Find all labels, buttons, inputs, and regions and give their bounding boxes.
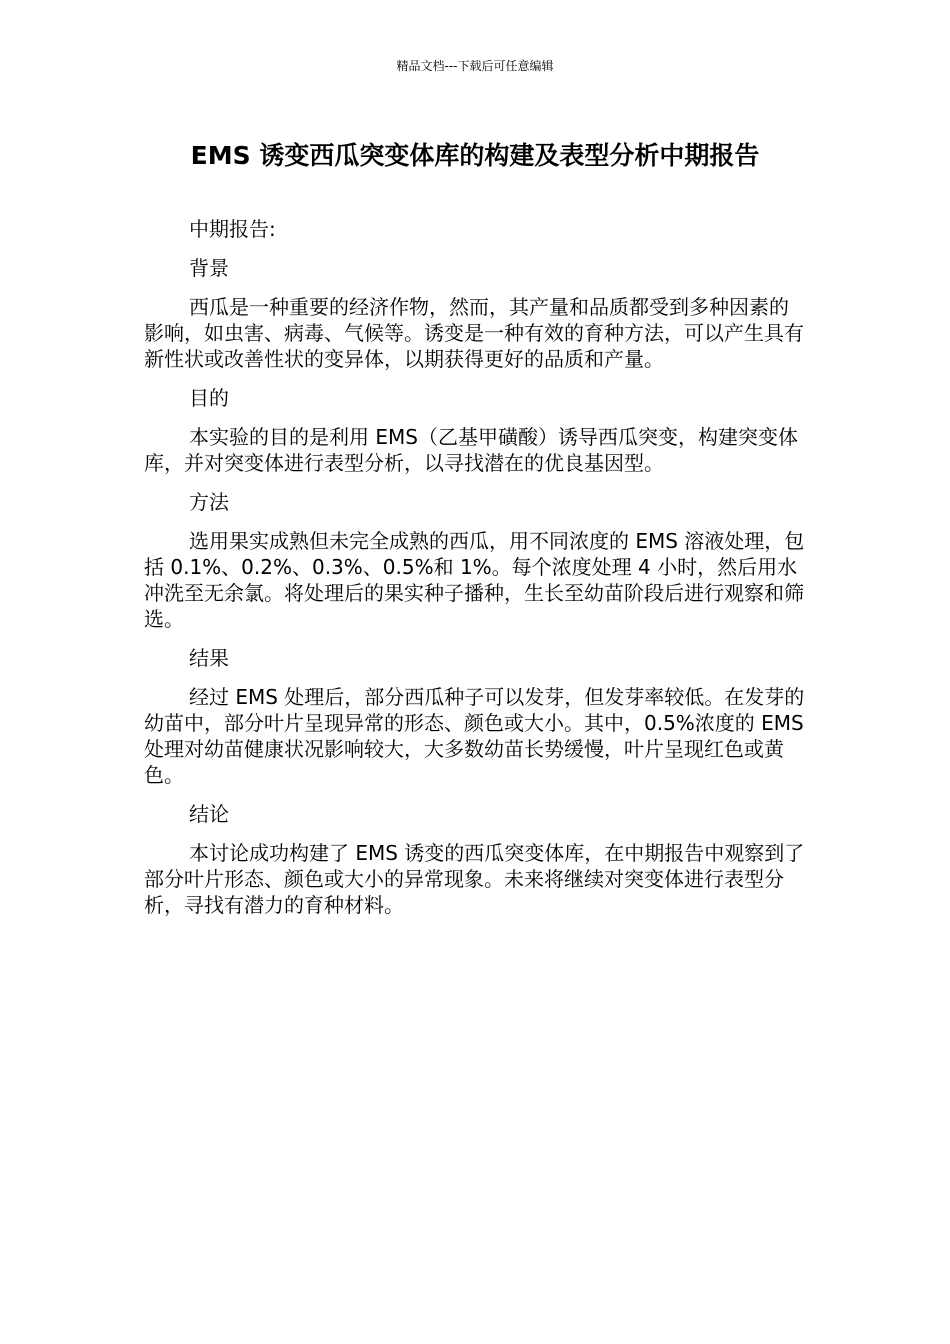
section-heading-methods: 方法 [189, 490, 229, 514]
section-body-conclusion: 本讨论成功构建了 EMS 诱变的西瓜突变体库，在中期报告中观察到了部分叶片形态、颜色或大小的异常现象。未来将继续对突变体进行表型分析，寻找有潜力的育种材料。 [144, 841, 805, 917]
section-heading-results: 结果 [189, 646, 229, 670]
section-heading-background: 背景 [189, 256, 229, 280]
section-heading-objective: 目的 [189, 386, 229, 410]
section-body-objective: 本实验的目的是利用 EMS（乙基甲磺酸）诱导西瓜突变，构建突变体库，并对突变体进行表型分析，以寻找潜在的优良基因型。 [144, 425, 798, 475]
section-body-background: 西瓜是一种重要的经济作物，然而，其产量和品质都受到多种因素的影响，如虫害、病毒、气候等。诱变是一种有效的育种方法，可以产生具有新性状或改善性状的变异体，以期获得更好的品质和产量。 [144, 295, 804, 371]
section-body-results: 经过 EMS 处理后，部分西瓜种子可以发芽，但发芽率较低。在发芽的幼苗中，部分叶片呈现异常的形态、颜色或大小。其中，0.5%浓度的 EMS 处理对幼苗健康状况影响较大，大多数幼苗长势缓慢，叶片呈现红色或黄色。 [144, 685, 805, 787]
section-heading-conclusion: 结论 [189, 802, 229, 826]
intro-label: 中期报告: [189, 217, 276, 241]
document-body [144, 216, 806, 931]
header-note: 精品文档---下载后可任意编辑 [396, 59, 554, 73]
section-body-methods: 选用果实成熟但未完全成熟的西瓜，用不同浓度的 EMS 溶液处理，包括 0.1%、0.2%、0.3%、0.5%和 1%。每个浓度处理 4 小时，然后用水冲洗至无余氯。将处理后的果实种子播种，生长至幼苗阶段后进行观察和筛选。 [144, 529, 805, 631]
document-title: EMS 诱变西瓜突变体库的构建及表型分析中期报告 [190, 141, 760, 170]
